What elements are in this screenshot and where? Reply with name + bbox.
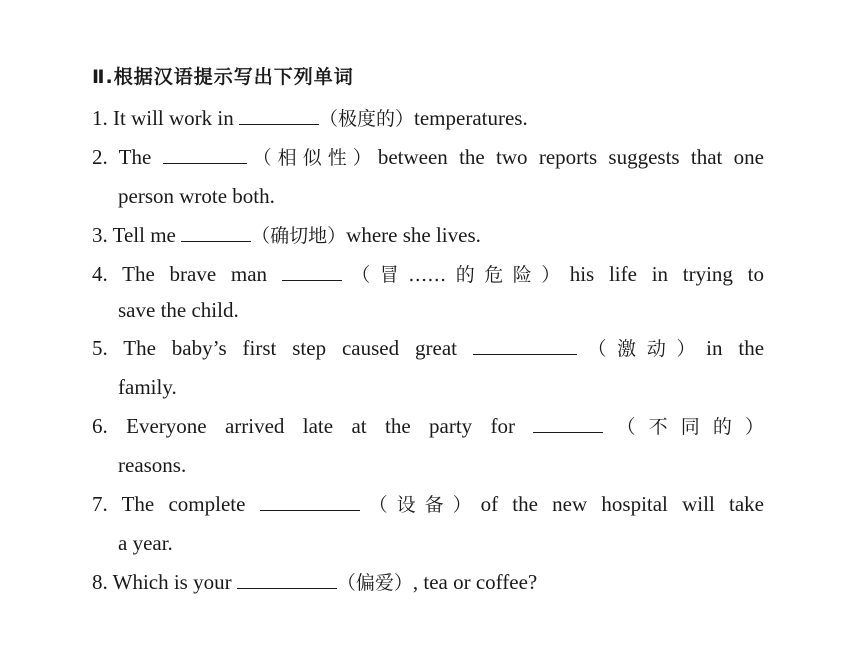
item-6-blank[interactable]	[533, 414, 603, 433]
item-5-blank[interactable]	[473, 336, 577, 355]
item-1-hint: （极度的）	[319, 108, 415, 130]
item-6	[92, 412, 764, 441]
item-8-blank[interactable]	[237, 570, 337, 589]
item-7-hint: （设备）	[359, 494, 481, 516]
item-4-tail: his life in trying to	[569, 262, 765, 286]
item-1-blank[interactable]	[239, 106, 319, 125]
item-5-tail: in the	[706, 336, 765, 360]
item-7	[92, 490, 764, 519]
item-2-blank[interactable]	[163, 145, 247, 164]
item-3-blank[interactable]	[181, 223, 251, 242]
item-8	[92, 568, 764, 597]
item-1-lead: 1. It will work in	[92, 106, 234, 130]
item-2-continuation: person wrote both.	[118, 184, 275, 208]
item-5-continuation: family.	[118, 375, 177, 399]
section-heading: Ⅱ.根据汉语提示写出下列单词	[92, 66, 354, 88]
item-3	[92, 221, 764, 250]
item-5-hint: （激动）	[576, 338, 707, 360]
item-8-hint: （偏爱）	[336, 572, 413, 594]
item-7-tail: of the new hospital will take	[480, 492, 764, 516]
item-3-tail: where she lives.	[346, 223, 481, 247]
item-6-lead: 6. Everyone arrived late at the party for	[92, 414, 516, 438]
item-7-lead: 7. The complete	[92, 492, 246, 516]
item-8-lead: 8. Which is your	[92, 570, 232, 594]
item-6-hint: （不同的）	[603, 416, 764, 438]
item-1-tail: temperatures.	[414, 106, 528, 130]
item-2-lead: 2. The	[92, 145, 152, 169]
item-4-blank[interactable]	[282, 262, 342, 281]
item-4-continuation: save the child.	[118, 298, 239, 322]
item-4-lead: 4. The brave man	[92, 262, 268, 286]
item-4-hint: （冒……的危险）	[341, 264, 570, 286]
item-3-lead: 3. Tell me	[92, 223, 176, 247]
item-8-tail: , tea or coffee?	[412, 570, 538, 594]
item-5-lead: 5. The baby’s first step caused great	[92, 336, 457, 360]
item-2-tail: between the two reports suggests that one	[377, 145, 764, 169]
item-7-blank[interactable]	[260, 492, 360, 511]
item-2-hint: （相似性）	[246, 147, 378, 169]
item-6-continuation: reasons.	[118, 453, 187, 477]
item-2	[92, 143, 764, 172]
item-5	[92, 334, 764, 363]
item-7-continuation: a year.	[118, 531, 173, 555]
item-1	[92, 104, 764, 133]
item-4	[92, 260, 764, 289]
item-3-hint: （确切地）	[251, 225, 347, 247]
